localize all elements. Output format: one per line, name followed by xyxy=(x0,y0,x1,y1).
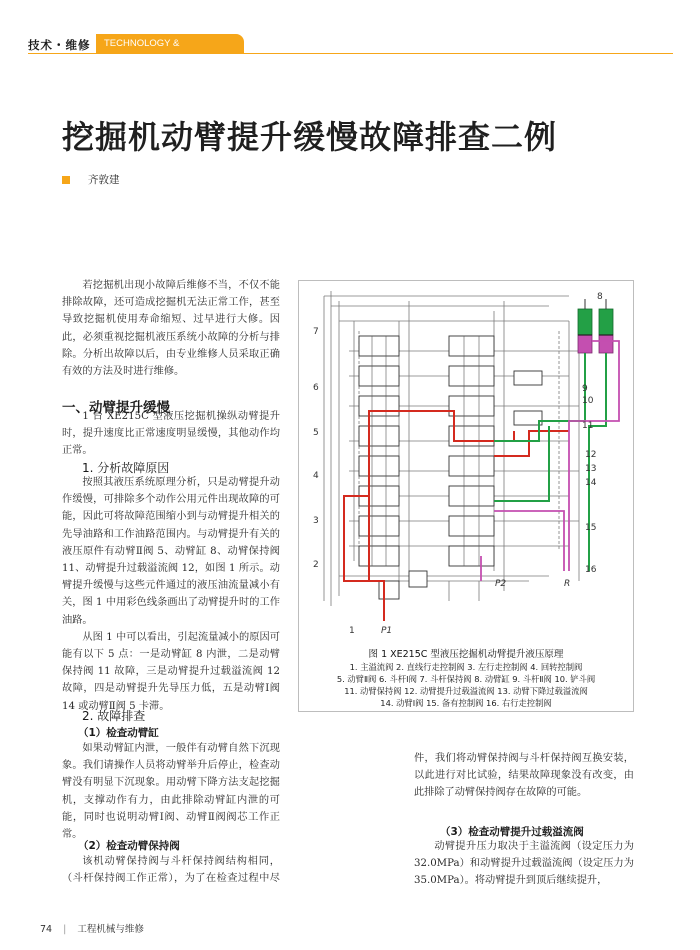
step-2-block-cont xyxy=(414,750,634,822)
figure-legend-line-1: 1. 主溢流阀 2. 直线行走控制阀 3. 左行走控制阀 4. 回转控制阀 xyxy=(349,662,583,672)
subsection-2-heading: 2. 故障排查 xyxy=(82,709,146,723)
step-2-block-start xyxy=(62,853,280,889)
author-marker xyxy=(62,176,70,184)
page-footer xyxy=(40,921,144,935)
subsection-1-block xyxy=(62,474,280,715)
page-number: 74 xyxy=(40,924,53,935)
step-2-heading: （2）检查动臂保持阀 xyxy=(78,840,180,852)
figure-legend-line-4: 14. 动臂Ⅰ阀 15. 备有控制阀 16. 右行走控制阀 xyxy=(380,698,552,708)
header-rule xyxy=(28,53,673,54)
label-3: 3 xyxy=(313,516,319,526)
label-7: 7 xyxy=(313,327,319,337)
section-1-paragraph: 1 台 XE215C 型液压挖掘机操纵动臂提升时，提升速度比正常速度明显缓慢，其他动作均正常。 xyxy=(62,411,280,457)
boom-cylinder xyxy=(578,299,613,353)
author-name: 齐敦建 xyxy=(88,174,120,186)
figure-caption-title: 图 1 XE215C 型液压挖掘机动臂提升液压原理 xyxy=(368,649,564,660)
step-2-paragraph-continued: 件，我们将动臂保持阀与斗杆保持阀互换安装，以此进行对比试验，结果故障现象没有改变，由此排除了动臂保持阀存在故障的可能。 xyxy=(414,753,634,799)
valve-spools xyxy=(359,336,542,599)
step-1-paragraph: 如果动臂缸内泄，一般伴有动臂自然下沉现象。我们请操作人员将动臂举升后停止，检查动臂没有明显下沉现象。用动臂下降方法支起挖掘机，支撑动作有力，由此排除动臂缸内泄的可能，同时也说明动臂Ⅰ阀、动臂Ⅱ阀阀芯工作正常。 xyxy=(62,743,280,841)
subsection-1-paragraph-1: 按照其液压系统原理分析，只是动臂提升动作缓慢，可排除多个动作公用元件出现故障的可能，因此可将故障范围缩小到与动臂提升相关的先导油路和工作油路范围内。与动臂提升有关的液压原件有动臂Ⅱ阀 5、动臂缸 8、动臂保持阀 11、动臂提升过载溢流阀 12，如图 1 所示。动臂提升缓慢与这些元件通过的液压油流量减小有关，图 1 中用彩色线条画出了动臂提升时的工作油路。 xyxy=(62,477,280,626)
label-1: 1 xyxy=(349,626,355,636)
boom-lift-line xyxy=(494,353,606,571)
label-14: 14 xyxy=(585,478,597,488)
hydraulic-diagram-figure xyxy=(298,280,634,712)
section-1-heading: 一、动臂提升缓慢 xyxy=(62,400,170,416)
label-13: 13 xyxy=(585,464,597,474)
label-15: 15 xyxy=(585,523,597,533)
label-16: 16 xyxy=(585,565,597,575)
step-1-heading: （1）检查动臂缸 xyxy=(78,727,159,739)
label-6: 6 xyxy=(313,383,319,393)
label-12: 12 xyxy=(585,450,597,460)
section-tab: TECHNOLOGY & MAINTENANCE xyxy=(96,34,244,53)
hydraulic-schematic xyxy=(299,281,633,641)
step-3-paragraph: 动臂提升压力取决于主溢流阀（设定压力为 32.0MPa）和动臂提升过载溢流阀（设定压力为 35.0MPa）。将动臂提升到顶后继续提升， xyxy=(414,841,634,887)
label-10: 10 xyxy=(582,396,594,406)
figure-legend-line-3: 11. 动臂保持阀 12. 动臂提升过载溢流阀 13. 动臂下降过载溢流阀 xyxy=(344,686,588,696)
label-5: 5 xyxy=(313,428,319,438)
magazine-name: 工程机械与维修 xyxy=(77,924,144,935)
section-1-block xyxy=(62,408,280,460)
section-label: 技术・维修 xyxy=(28,38,91,52)
step-1-block xyxy=(62,740,280,843)
port-p1-label: P1 xyxy=(381,626,393,636)
step-3-block xyxy=(414,838,634,890)
figure-legend-line-2: 5. 动臂Ⅱ阀 6. 斗杆Ⅰ阀 7. 斗杆保持阀 8. 动臂缸 9. 斗杆Ⅱ阀 10. 铲斗阀 xyxy=(336,674,596,684)
label-11: 11 xyxy=(582,421,594,431)
label-9: 9 xyxy=(582,384,588,394)
footer-separator: | xyxy=(63,924,67,935)
subsection-1-heading: 1. 分析故障原因 xyxy=(82,461,170,475)
subsection-1-paragraph-2: 从图 1 中可以看出，引起流量减小的原因可能有以下 5 点：一是动臂缸 8 内泄，二是动臂保持阀 11 故障，三是动臂提升过载溢流阀 12 故障，四是动臂提升先导压力低，五是动臂Ⅰ阀 14 或动臂Ⅱ阀 5 卡滞。 xyxy=(62,631,280,712)
intro-block xyxy=(62,277,280,380)
label-2: 2 xyxy=(313,560,319,570)
article-title: 挖掘机动臂提升缓慢故障排查二例 xyxy=(62,118,558,156)
port-p2-label: P2 xyxy=(495,579,507,589)
step-3-heading: （3）检查动臂提升过载溢流阀 xyxy=(440,826,584,838)
intro-paragraph: 若挖掘机出现小故障后维修不当，不仅不能排除故障，还可造成挖掘机无法正常工作，甚至导致挖掘机使用寿命缩短、过早进行大修。因此，必须重视挖掘机液压系统小故障的分析与排除。分析出故障以后，由专业维修人员采取正确有效的方法及时进行维修。 xyxy=(62,280,280,378)
port-r-label: R xyxy=(564,579,571,589)
label-4: 4 xyxy=(313,471,319,481)
step-2-paragraph: 该机动臂保持阀与斗杆保持阀结构相同，（斗杆保持阀工作正常），为了在检查过程中尽 xyxy=(62,856,280,885)
label-8: 8 xyxy=(597,292,603,302)
